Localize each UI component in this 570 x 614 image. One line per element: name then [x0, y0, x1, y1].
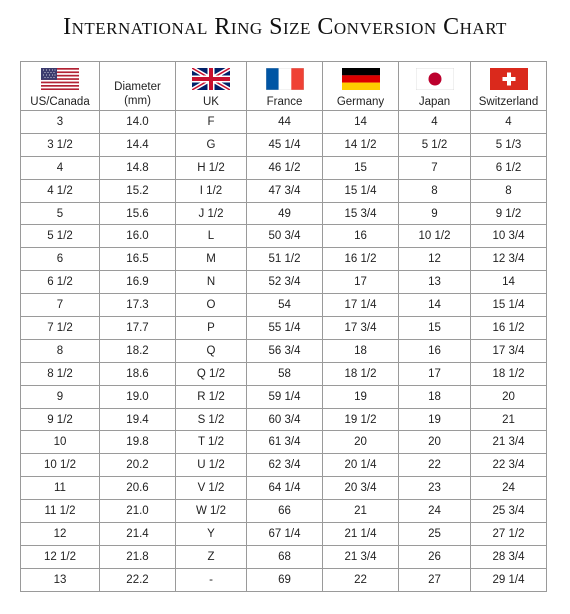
table-row	[21, 179, 547, 202]
switzerland-size-cell: 18 1/2	[471, 362, 547, 385]
germany-size-cell: 20	[323, 431, 399, 454]
switzerland-size-cell: 16 1/2	[471, 317, 547, 340]
uk-flag-icon	[192, 68, 230, 90]
switzerland-size-cell: 21 3/4	[471, 431, 547, 454]
table-row	[21, 294, 547, 317]
japan-size-cell: 15	[399, 317, 471, 340]
us-size-cell: 4 1/2	[21, 179, 100, 202]
table-body	[21, 111, 547, 592]
switzerland-size-cell: 15 1/4	[471, 294, 547, 317]
france-size-cell: 61 3/4	[247, 431, 323, 454]
diameter-cell: 16.0	[100, 225, 176, 248]
france-size-cell: 52 3/4	[247, 271, 323, 294]
us-size-cell: 10	[21, 431, 100, 454]
germany-size-cell: 16 1/2	[323, 248, 399, 271]
diameter-cell: 20.6	[100, 477, 176, 500]
uk-size-cell: F	[176, 111, 247, 134]
france-size-cell: 51 1/2	[247, 248, 323, 271]
us-size-cell: 13	[21, 568, 100, 591]
table-row	[21, 454, 547, 477]
table-row	[21, 317, 547, 340]
switzerland-size-cell: 17 3/4	[471, 339, 547, 362]
japan-size-cell: 12	[399, 248, 471, 271]
table-row	[21, 156, 547, 179]
france-size-cell: 49	[247, 202, 323, 225]
switzerland-size-cell: 8	[471, 179, 547, 202]
us-size-cell: 5 1/2	[21, 225, 100, 248]
germany-size-cell: 20 1/4	[323, 454, 399, 477]
us-size-cell: 7 1/2	[21, 317, 100, 340]
switzerland-size-cell: 6 1/2	[471, 156, 547, 179]
header-diameter-label: Diameter	[114, 81, 161, 93]
germany-size-cell: 18	[323, 339, 399, 362]
japan-size-cell: 10 1/2	[399, 225, 471, 248]
diameter-cell: 14.8	[100, 156, 176, 179]
us-size-cell: 3 1/2	[21, 133, 100, 156]
diameter-cell: 19.8	[100, 431, 176, 454]
japan-size-cell: 24	[399, 500, 471, 523]
uk-size-cell: P	[176, 317, 247, 340]
japan-size-cell: 8	[399, 179, 471, 202]
switzerland-size-cell: 5 1/3	[471, 133, 547, 156]
diameter-cell: 22.2	[100, 568, 176, 591]
diameter-cell: 14.0	[100, 111, 176, 134]
uk-size-cell: O	[176, 294, 247, 317]
germany-size-cell: 16	[323, 225, 399, 248]
uk-size-cell: Z	[176, 545, 247, 568]
switzerland-size-cell: 27 1/2	[471, 523, 547, 546]
uk-size-cell: L	[176, 225, 247, 248]
switzerland-size-cell: 12 3/4	[471, 248, 547, 271]
header-france	[247, 62, 323, 111]
germany-size-cell: 18 1/2	[323, 362, 399, 385]
uk-size-cell: N	[176, 271, 247, 294]
us-size-cell: 7	[21, 294, 100, 317]
switzerland-size-cell: 21	[471, 408, 547, 431]
japan-size-cell: 9	[399, 202, 471, 225]
diameter-cell: 19.4	[100, 408, 176, 431]
france-size-cell: 66	[247, 500, 323, 523]
us-size-cell: 12 1/2	[21, 545, 100, 568]
germany-size-cell: 19 1/2	[323, 408, 399, 431]
germany-size-cell: 15 3/4	[323, 202, 399, 225]
uk-size-cell: Y	[176, 523, 247, 546]
diameter-cell: 21.4	[100, 523, 176, 546]
japan-size-cell: 7	[399, 156, 471, 179]
diameter-cell: 19.0	[100, 385, 176, 408]
header-uk-label: UK	[203, 96, 219, 108]
japan-size-cell: 19	[399, 408, 471, 431]
diameter-cell: 15.2	[100, 179, 176, 202]
switzerland-size-cell: 20	[471, 385, 547, 408]
header-row	[21, 62, 547, 111]
japan-size-cell: 23	[399, 477, 471, 500]
diameter-cell: 21.0	[100, 500, 176, 523]
table-row	[21, 362, 547, 385]
diameter-cell: 20.2	[100, 454, 176, 477]
header-germany-label: Germany	[336, 96, 385, 108]
diameter-cell: 16.5	[100, 248, 176, 271]
us-size-cell: 3	[21, 111, 100, 134]
switzerland-size-cell: 4	[471, 111, 547, 134]
page-title: International Ring Size Conversion Chart	[63, 14, 507, 40]
uk-size-cell: G	[176, 133, 247, 156]
germany-size-cell: 14	[323, 111, 399, 134]
japan-size-cell: 16	[399, 339, 471, 362]
france-size-cell: 59 1/4	[247, 385, 323, 408]
japan-size-cell: 20	[399, 431, 471, 454]
germany-size-cell: 17	[323, 271, 399, 294]
diameter-cell: 14.4	[100, 133, 176, 156]
diameter-cell: 16.9	[100, 271, 176, 294]
diameter-cell: 18.2	[100, 339, 176, 362]
germany-size-cell: 19	[323, 385, 399, 408]
table-row	[21, 339, 547, 362]
us-size-cell: 4	[21, 156, 100, 179]
header-diameter	[100, 62, 176, 111]
header-switzerland-label: Switzerland	[478, 96, 539, 108]
germany-size-cell: 21	[323, 500, 399, 523]
switzerland-size-cell: 25 3/4	[471, 500, 547, 523]
france-size-cell: 55 1/4	[247, 317, 323, 340]
france-size-cell: 44	[247, 111, 323, 134]
switzerland-size-cell: 10 3/4	[471, 225, 547, 248]
us-size-cell: 12	[21, 523, 100, 546]
table-row	[21, 523, 547, 546]
header-japan-label: Japan	[418, 96, 451, 108]
us-size-cell: 8 1/2	[21, 362, 100, 385]
uk-size-cell: M	[176, 248, 247, 271]
switzerland-size-cell: 22 3/4	[471, 454, 547, 477]
switzerland-size-cell: 9 1/2	[471, 202, 547, 225]
germany-size-cell: 17 1/4	[323, 294, 399, 317]
switzerland-flag-icon	[490, 68, 528, 90]
header-uk	[176, 62, 247, 111]
uk-size-cell: R 1/2	[176, 385, 247, 408]
france-size-cell: 46 1/2	[247, 156, 323, 179]
germany-size-cell: 14 1/2	[323, 133, 399, 156]
germany-size-cell: 15 1/4	[323, 179, 399, 202]
us-size-cell: 11 1/2	[21, 500, 100, 523]
us-size-cell: 6 1/2	[21, 271, 100, 294]
japan-size-cell: 26	[399, 545, 471, 568]
japan-size-cell: 17	[399, 362, 471, 385]
france-size-cell: 50 3/4	[247, 225, 323, 248]
header-germany	[323, 62, 399, 111]
table-row	[21, 477, 547, 500]
table-row	[21, 545, 547, 568]
france-size-cell: 64 1/4	[247, 477, 323, 500]
uk-size-cell: Q	[176, 339, 247, 362]
diameter-cell: 15.6	[100, 202, 176, 225]
uk-size-cell: I 1/2	[176, 179, 247, 202]
us-size-cell: 11	[21, 477, 100, 500]
france-size-cell: 60 3/4	[247, 408, 323, 431]
uk-size-cell: T 1/2	[176, 431, 247, 454]
ring-size-table	[20, 61, 547, 592]
japan-size-cell: 18	[399, 385, 471, 408]
switzerland-size-cell: 28 3/4	[471, 545, 547, 568]
france-size-cell: 62 3/4	[247, 454, 323, 477]
header-diameter-unit: (mm)	[124, 95, 151, 107]
table-row	[21, 111, 547, 134]
diameter-cell: 21.8	[100, 545, 176, 568]
uk-size-cell: J 1/2	[176, 202, 247, 225]
uk-size-cell: S 1/2	[176, 408, 247, 431]
uk-size-cell: H 1/2	[176, 156, 247, 179]
us-size-cell: 9 1/2	[21, 408, 100, 431]
table-row	[21, 385, 547, 408]
france-size-cell: 58	[247, 362, 323, 385]
japan-size-cell: 13	[399, 271, 471, 294]
header-switzerland	[471, 62, 547, 111]
table-row	[21, 202, 547, 225]
table-row	[21, 408, 547, 431]
diameter-cell: 17.3	[100, 294, 176, 317]
germany-flag-icon	[342, 68, 380, 90]
diameter-cell: 17.7	[100, 317, 176, 340]
table-row	[21, 431, 547, 454]
germany-size-cell: 21 1/4	[323, 523, 399, 546]
us-size-cell: 9	[21, 385, 100, 408]
diameter-cell: 18.6	[100, 362, 176, 385]
japan-flag-icon	[416, 68, 454, 90]
switzerland-size-cell: 24	[471, 477, 547, 500]
france-flag-icon	[266, 68, 304, 90]
france-size-cell: 45 1/4	[247, 133, 323, 156]
table-row	[21, 133, 547, 156]
table-row	[21, 225, 547, 248]
uk-size-cell: Q 1/2	[176, 362, 247, 385]
us-size-cell: 6	[21, 248, 100, 271]
japan-size-cell: 22	[399, 454, 471, 477]
table-row	[21, 568, 547, 591]
germany-size-cell: 15	[323, 156, 399, 179]
france-size-cell: 54	[247, 294, 323, 317]
uk-size-cell: W 1/2	[176, 500, 247, 523]
us-size-cell: 8	[21, 339, 100, 362]
header-japan	[399, 62, 471, 111]
germany-size-cell: 21 3/4	[323, 545, 399, 568]
japan-size-cell: 4	[399, 111, 471, 134]
us-size-cell: 5	[21, 202, 100, 225]
france-size-cell: 68	[247, 545, 323, 568]
us-flag-icon	[41, 68, 79, 90]
france-size-cell: 47 3/4	[247, 179, 323, 202]
japan-size-cell: 5 1/2	[399, 133, 471, 156]
header-us-label: US/Canada	[30, 96, 90, 108]
header-france-label: France	[266, 96, 303, 108]
switzerland-size-cell: 29 1/4	[471, 568, 547, 591]
uk-size-cell: V 1/2	[176, 477, 247, 500]
switzerland-size-cell: 14	[471, 271, 547, 294]
uk-size-cell: U 1/2	[176, 454, 247, 477]
japan-size-cell: 25	[399, 523, 471, 546]
germany-size-cell: 22	[323, 568, 399, 591]
us-size-cell: 10 1/2	[21, 454, 100, 477]
uk-size-cell: -	[176, 568, 247, 591]
japan-size-cell: 27	[399, 568, 471, 591]
header-us-canada	[21, 62, 100, 111]
japan-size-cell: 14	[399, 294, 471, 317]
germany-size-cell: 20 3/4	[323, 477, 399, 500]
france-size-cell: 69	[247, 568, 323, 591]
table-row	[21, 248, 547, 271]
germany-size-cell: 17 3/4	[323, 317, 399, 340]
france-size-cell: 56 3/4	[247, 339, 323, 362]
france-size-cell: 67 1/4	[247, 523, 323, 546]
table-row	[21, 500, 547, 523]
table-row	[21, 271, 547, 294]
